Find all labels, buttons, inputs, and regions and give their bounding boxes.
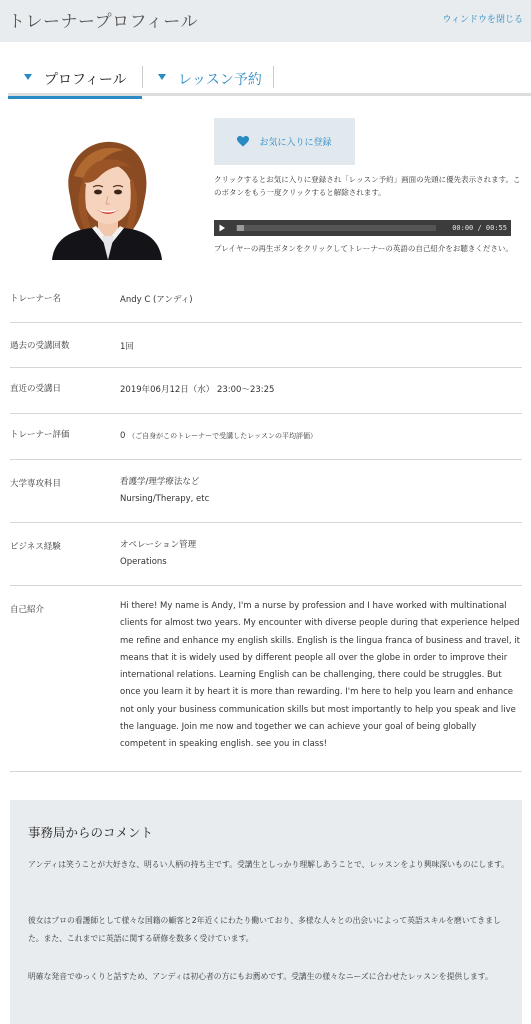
tab-bar xyxy=(8,62,531,96)
tab-divider xyxy=(273,66,274,88)
major-row xyxy=(10,460,522,523)
rating-value-wrap xyxy=(120,428,520,445)
seek-handle[interactable] xyxy=(237,225,244,231)
rating-value: 0 xyxy=(120,431,126,441)
business-value-en: Operations xyxy=(120,557,167,567)
staff-comment-title: 事務局からのコメント xyxy=(28,825,154,840)
tab-lesson-booking[interactable] xyxy=(142,62,274,96)
favorite-button[interactable] xyxy=(214,118,355,165)
heart-icon xyxy=(237,136,249,147)
tab-lesson-booking-label: レッスン予約 xyxy=(178,72,262,88)
play-button[interactable] xyxy=(214,220,230,236)
rating-note: （ご自身がこのトレーナーで受講したレッスンの平均評価） xyxy=(128,432,318,440)
major-label: 大学専攻科目 xyxy=(10,479,62,489)
profile-table xyxy=(10,276,522,772)
major-value-ja: 看護学/理学療法など xyxy=(120,477,200,487)
trainer-photo xyxy=(44,136,164,260)
last-lesson-value: 2019年06月12日（水） 23:00〜23:25 xyxy=(120,385,275,395)
caret-down-icon xyxy=(24,74,32,80)
trainer-name-row xyxy=(10,276,522,323)
trainer-name-value: Andy C (アンディ) xyxy=(120,295,193,305)
trainer-name-label: トレーナー名 xyxy=(10,294,62,304)
rating-row xyxy=(10,414,522,460)
player-note: プレイヤーの再生ボタンをクリックしてトレーナーの英語の自己紹介をお聴きください。 xyxy=(214,244,513,253)
past-lessons-value: 1回 xyxy=(120,342,134,352)
staff-comment-paragraph: 彼女はプロの看護師として様々な国籍の顧客と2年近くにわたり働いており、多様な人々との出会いによって英語スキルを磨いてきました。また、これまでに英語に関する研修を数多く受けています。 xyxy=(28,916,501,943)
favorite-note: クリックするとお気に入りに登録され「レッスン予約」画面の先頭に優先表示されます。このボタンをもう一度クリックすると解除されます。 xyxy=(214,175,521,197)
rating-label: トレーナー評価 xyxy=(10,430,70,440)
past-lessons-label: 過去の受講回数 xyxy=(10,341,70,351)
window-header xyxy=(0,0,531,42)
staff-comment-box xyxy=(10,800,522,1024)
last-lesson-label: 直近の受講日 xyxy=(10,384,62,394)
caret-down-icon xyxy=(158,74,166,80)
audio-player xyxy=(214,220,511,236)
seek-bar[interactable] xyxy=(236,225,436,231)
past-lessons-row xyxy=(10,323,522,368)
tab-profile[interactable] xyxy=(8,62,142,99)
page-title: トレーナープロフィール xyxy=(8,12,198,32)
intro-text: Hi there! My name is Andy, I'm a nurse by profession and I have worked with multinational clients for almost two years. My encounter with diverse people during that experience helped me refine and enhance my english skills. English is the lingua franca of business and travel, it means that it is widely used by different people all over the globe in order to improve their international relations. Learning English can be challenging, there could be struggles. But once you learn it by heart it is more than rewarding. I'm here to help you learn and enhance not only your business communication skills but most importantly to help you speak and live the language. Join me now and together we can achieve your goal of being globally competent in speaking english. see you in class! xyxy=(120,601,520,750)
business-value xyxy=(120,537,520,571)
close-window-link[interactable]: ウィンドウを閉じる xyxy=(442,15,523,25)
player-time: 00:00 / 00:55 xyxy=(452,224,507,232)
tab-profile-label: プロフィール xyxy=(44,72,127,88)
favorite-button-label: お気に入りに登録 xyxy=(259,138,332,148)
intro-label: 自己紹介 xyxy=(10,605,45,615)
staff-comment-paragraph: 明確な発音でゆっくりと話すため、アンディは初心者の方にもお薦めです。受講生の様々なニーズに合わせたレッスンを提供します。 xyxy=(28,972,493,981)
play-icon xyxy=(218,224,226,232)
business-value-ja: オペレーション管理 xyxy=(120,540,197,550)
major-value-en: Nursing/Therapy, etc xyxy=(120,494,210,504)
intro-row xyxy=(10,586,522,772)
staff-comment-paragraph: アンディは笑うことが大好きな、明るい人柄の持ち主です。受講生としっかり理解しあうことで、レッスンをより興味深いものにします。 xyxy=(28,860,509,869)
last-lesson-row xyxy=(10,368,522,414)
major-value xyxy=(120,474,520,508)
business-label: ビジネス経験 xyxy=(10,542,61,552)
business-row xyxy=(10,523,522,586)
